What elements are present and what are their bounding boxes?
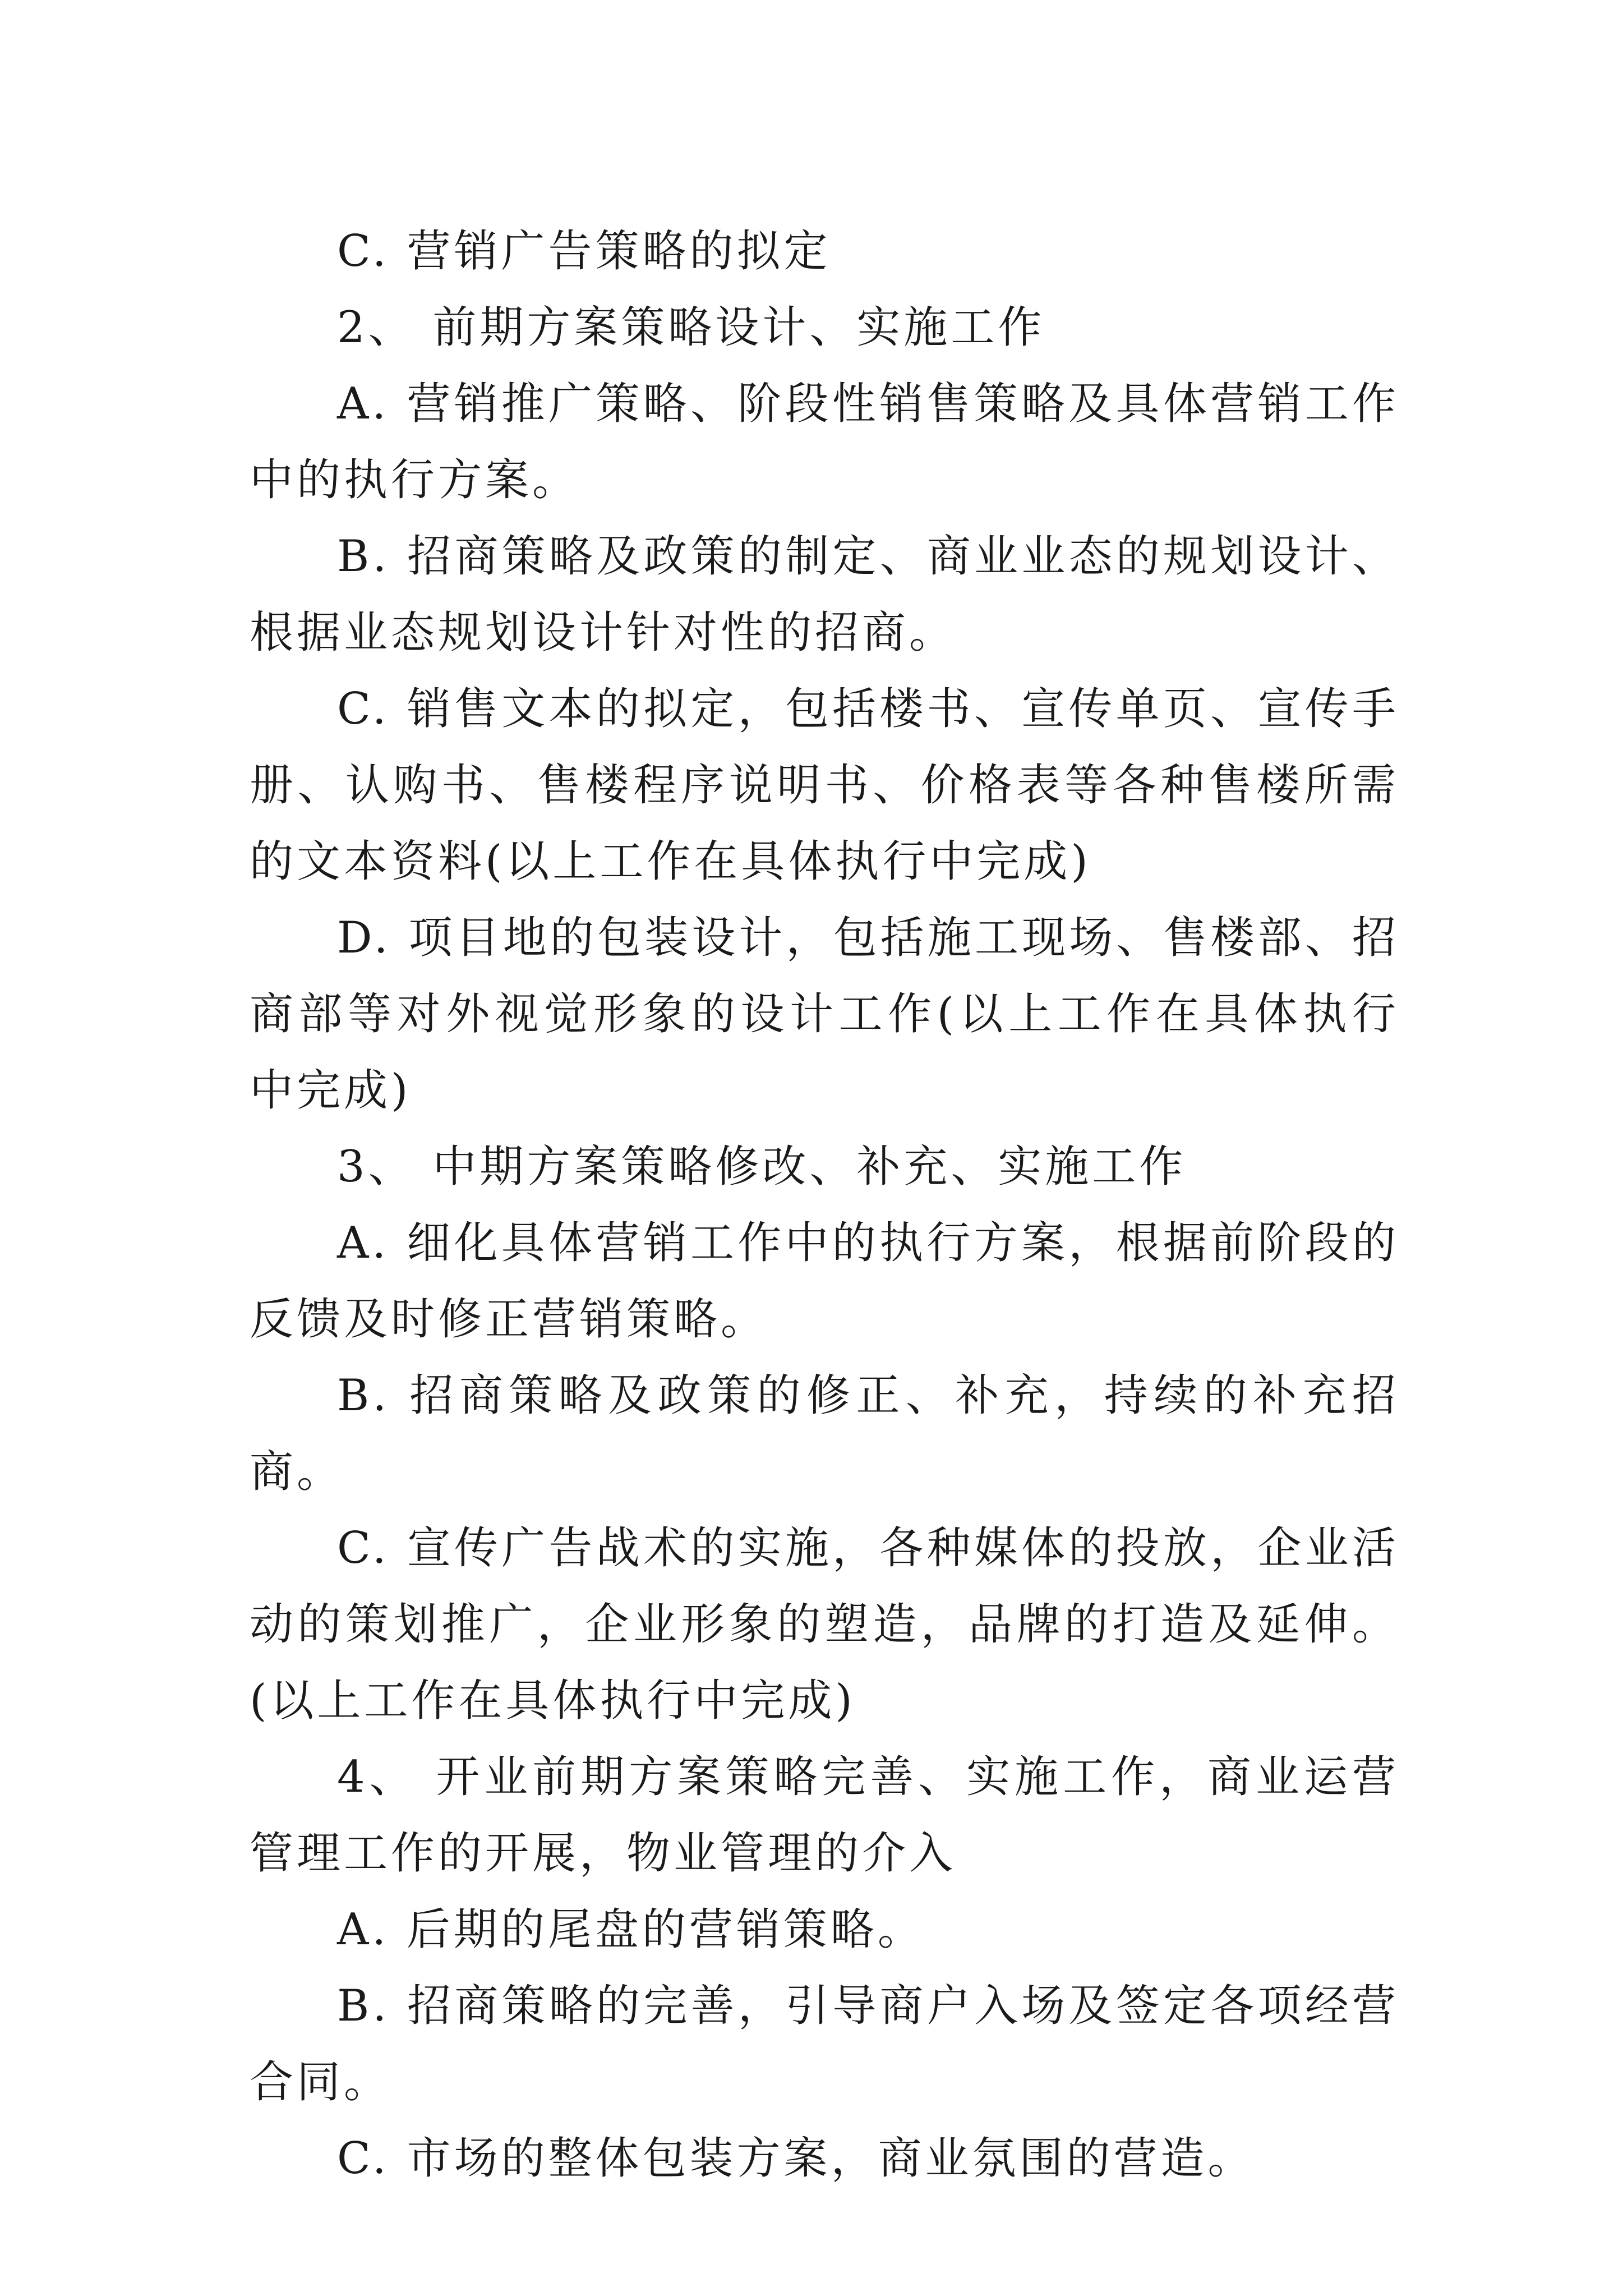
paragraph-2: 2、 前期方案策略设计、实施工作 — [337, 302, 1045, 353]
paragraph-7: 3、 中期方案策略修改、补充、实施工作 — [337, 1142, 1187, 1192]
paragraph-5: C. 销售文本的拟定，包括楼书、宣传单页、宣传手册、认购书、售楼程序说明书、价格表等各种售楼所需的文本资料(以上工作在具体执行中完成) — [250, 684, 1399, 887]
paragraph-3: A. 营销推广策略、阶段性销售策略及具体营销工作中的执行方案。 — [250, 379, 1399, 505]
paragraph-13: B. 招商策略的完善，引导商户入场及签定各项经营合同。 — [250, 1981, 1399, 2108]
paragraph-14: C. 市场的整体包装方案，商业氛围的营造。 — [337, 2133, 1255, 2184]
document-body — [250, 213, 1399, 2197]
paragraph-4: B. 招商策略及政策的制定、商业业态的规划设计、根据业态规划设计针对性的招商。 — [250, 531, 1399, 658]
paragraph-10: C. 宣传广告战术的实施，各种媒体的投放，企业活动的策划推广，企业形象的塑造，品牌的打造及延伸。(以上工作在具体执行中完成) — [250, 1523, 1399, 1726]
paragraph-6: D. 项目地的包装设计，包括施工现场、售楼部、招商部等对外视觉形象的设计工作(以上工作在具体执行中完成) — [250, 913, 1399, 1116]
paragraph-12: A. 后期的尾盘的营销策略。 — [337, 1904, 925, 1955]
paragraph-8: A. 细化具体营销工作中的执行方案，根据前阶段的反馈及时修正营销策略。 — [250, 1218, 1399, 1345]
paragraph-11: 4、 开业前期方案策略完善、实施工作，商业运营管理工作的开展，物业管理的介入 — [250, 1752, 1399, 1879]
paragraph-9: B. 招商策略及政策的修正、补充，持续的补充招商。 — [250, 1370, 1399, 1497]
paragraph-1: C. 营销广告策略的拟定 — [337, 226, 831, 277]
